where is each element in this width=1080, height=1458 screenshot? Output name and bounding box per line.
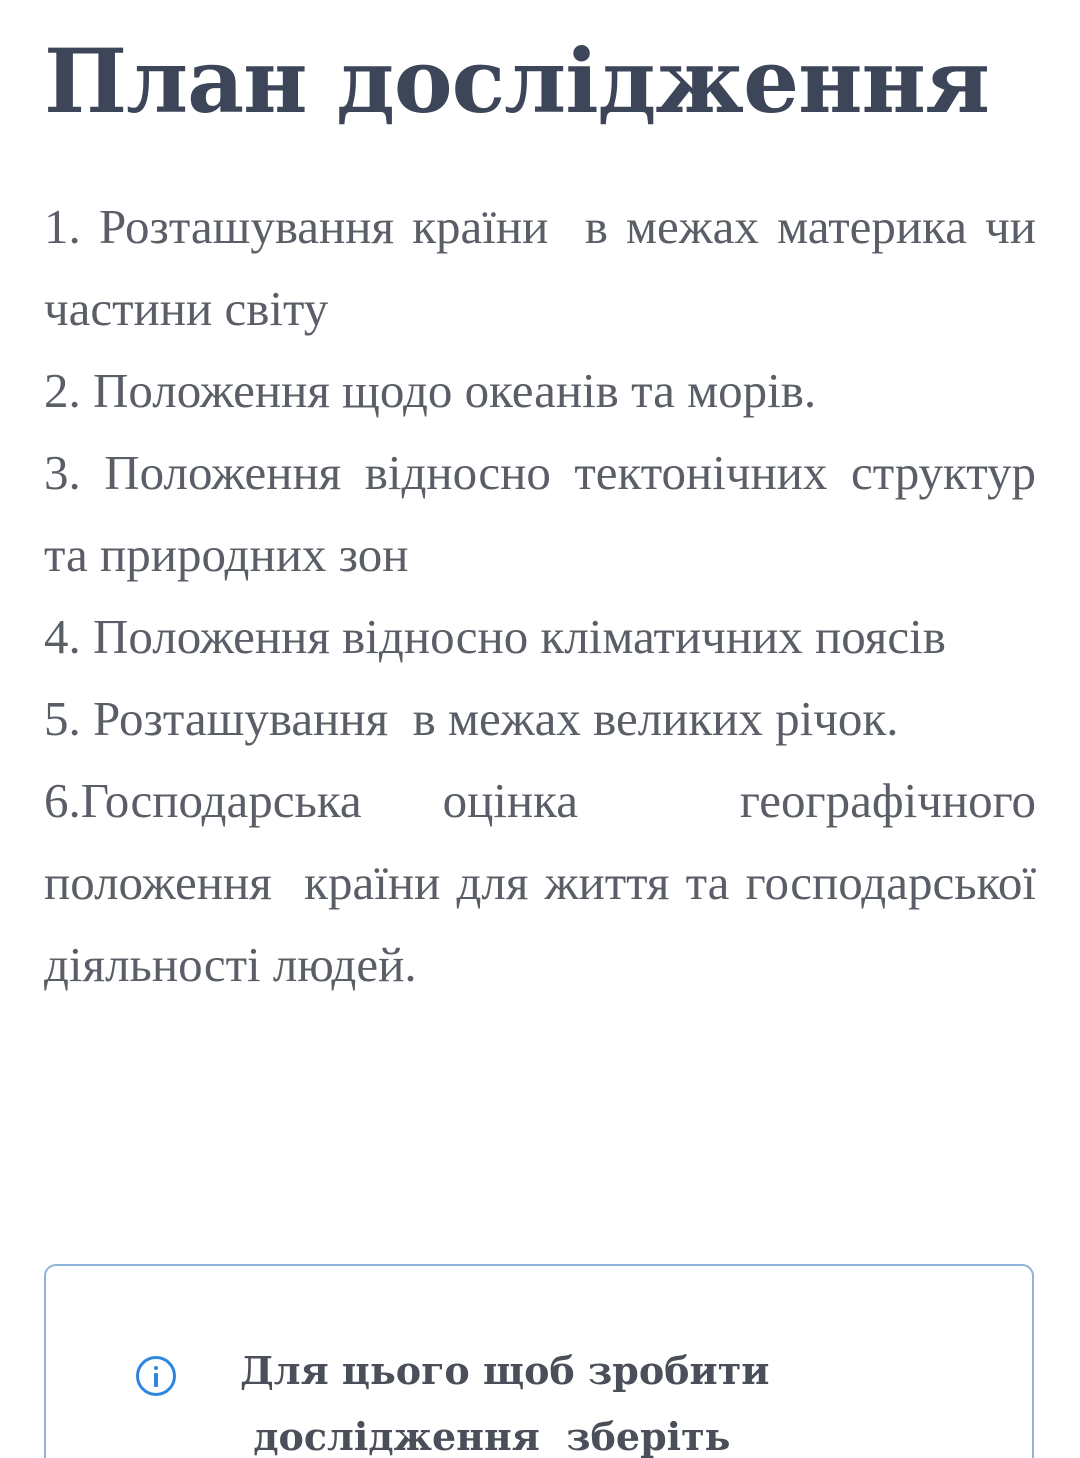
plan-item bbox=[44, 678, 1036, 760]
plan-item-text: 6.Господарська оцінка географічного положення країни для життя та господарської діяльності людей. bbox=[44, 773, 1049, 992]
plan-item-text: 2. Положення щодо океанів та морів. bbox=[44, 363, 817, 418]
plan-item bbox=[44, 596, 1036, 678]
plan-item-text: 1. Розташування країни в межах материка чи частини світу bbox=[44, 199, 1049, 336]
plan-item-text: 3. Положення відносно тектонічних структур та природних зон bbox=[44, 445, 1049, 582]
page-title: План дослідження bbox=[44, 29, 989, 133]
plan-item bbox=[44, 432, 1049, 596]
info-icon bbox=[136, 1356, 176, 1396]
info-notice-text: Для цього щоб зробити дослідження зберіть bbox=[240, 1348, 770, 1458]
plan-item-text: 4. Положення відносно кліматичних поясів bbox=[44, 609, 946, 664]
plan-item-text: 5. Розташування в межах великих річок. bbox=[44, 691, 899, 746]
plan-item bbox=[44, 186, 1049, 350]
plan-item bbox=[44, 760, 1049, 1006]
plan-item bbox=[44, 350, 1036, 432]
info-notice-box bbox=[44, 1264, 1034, 1458]
research-plan-list bbox=[44, 186, 1049, 1006]
